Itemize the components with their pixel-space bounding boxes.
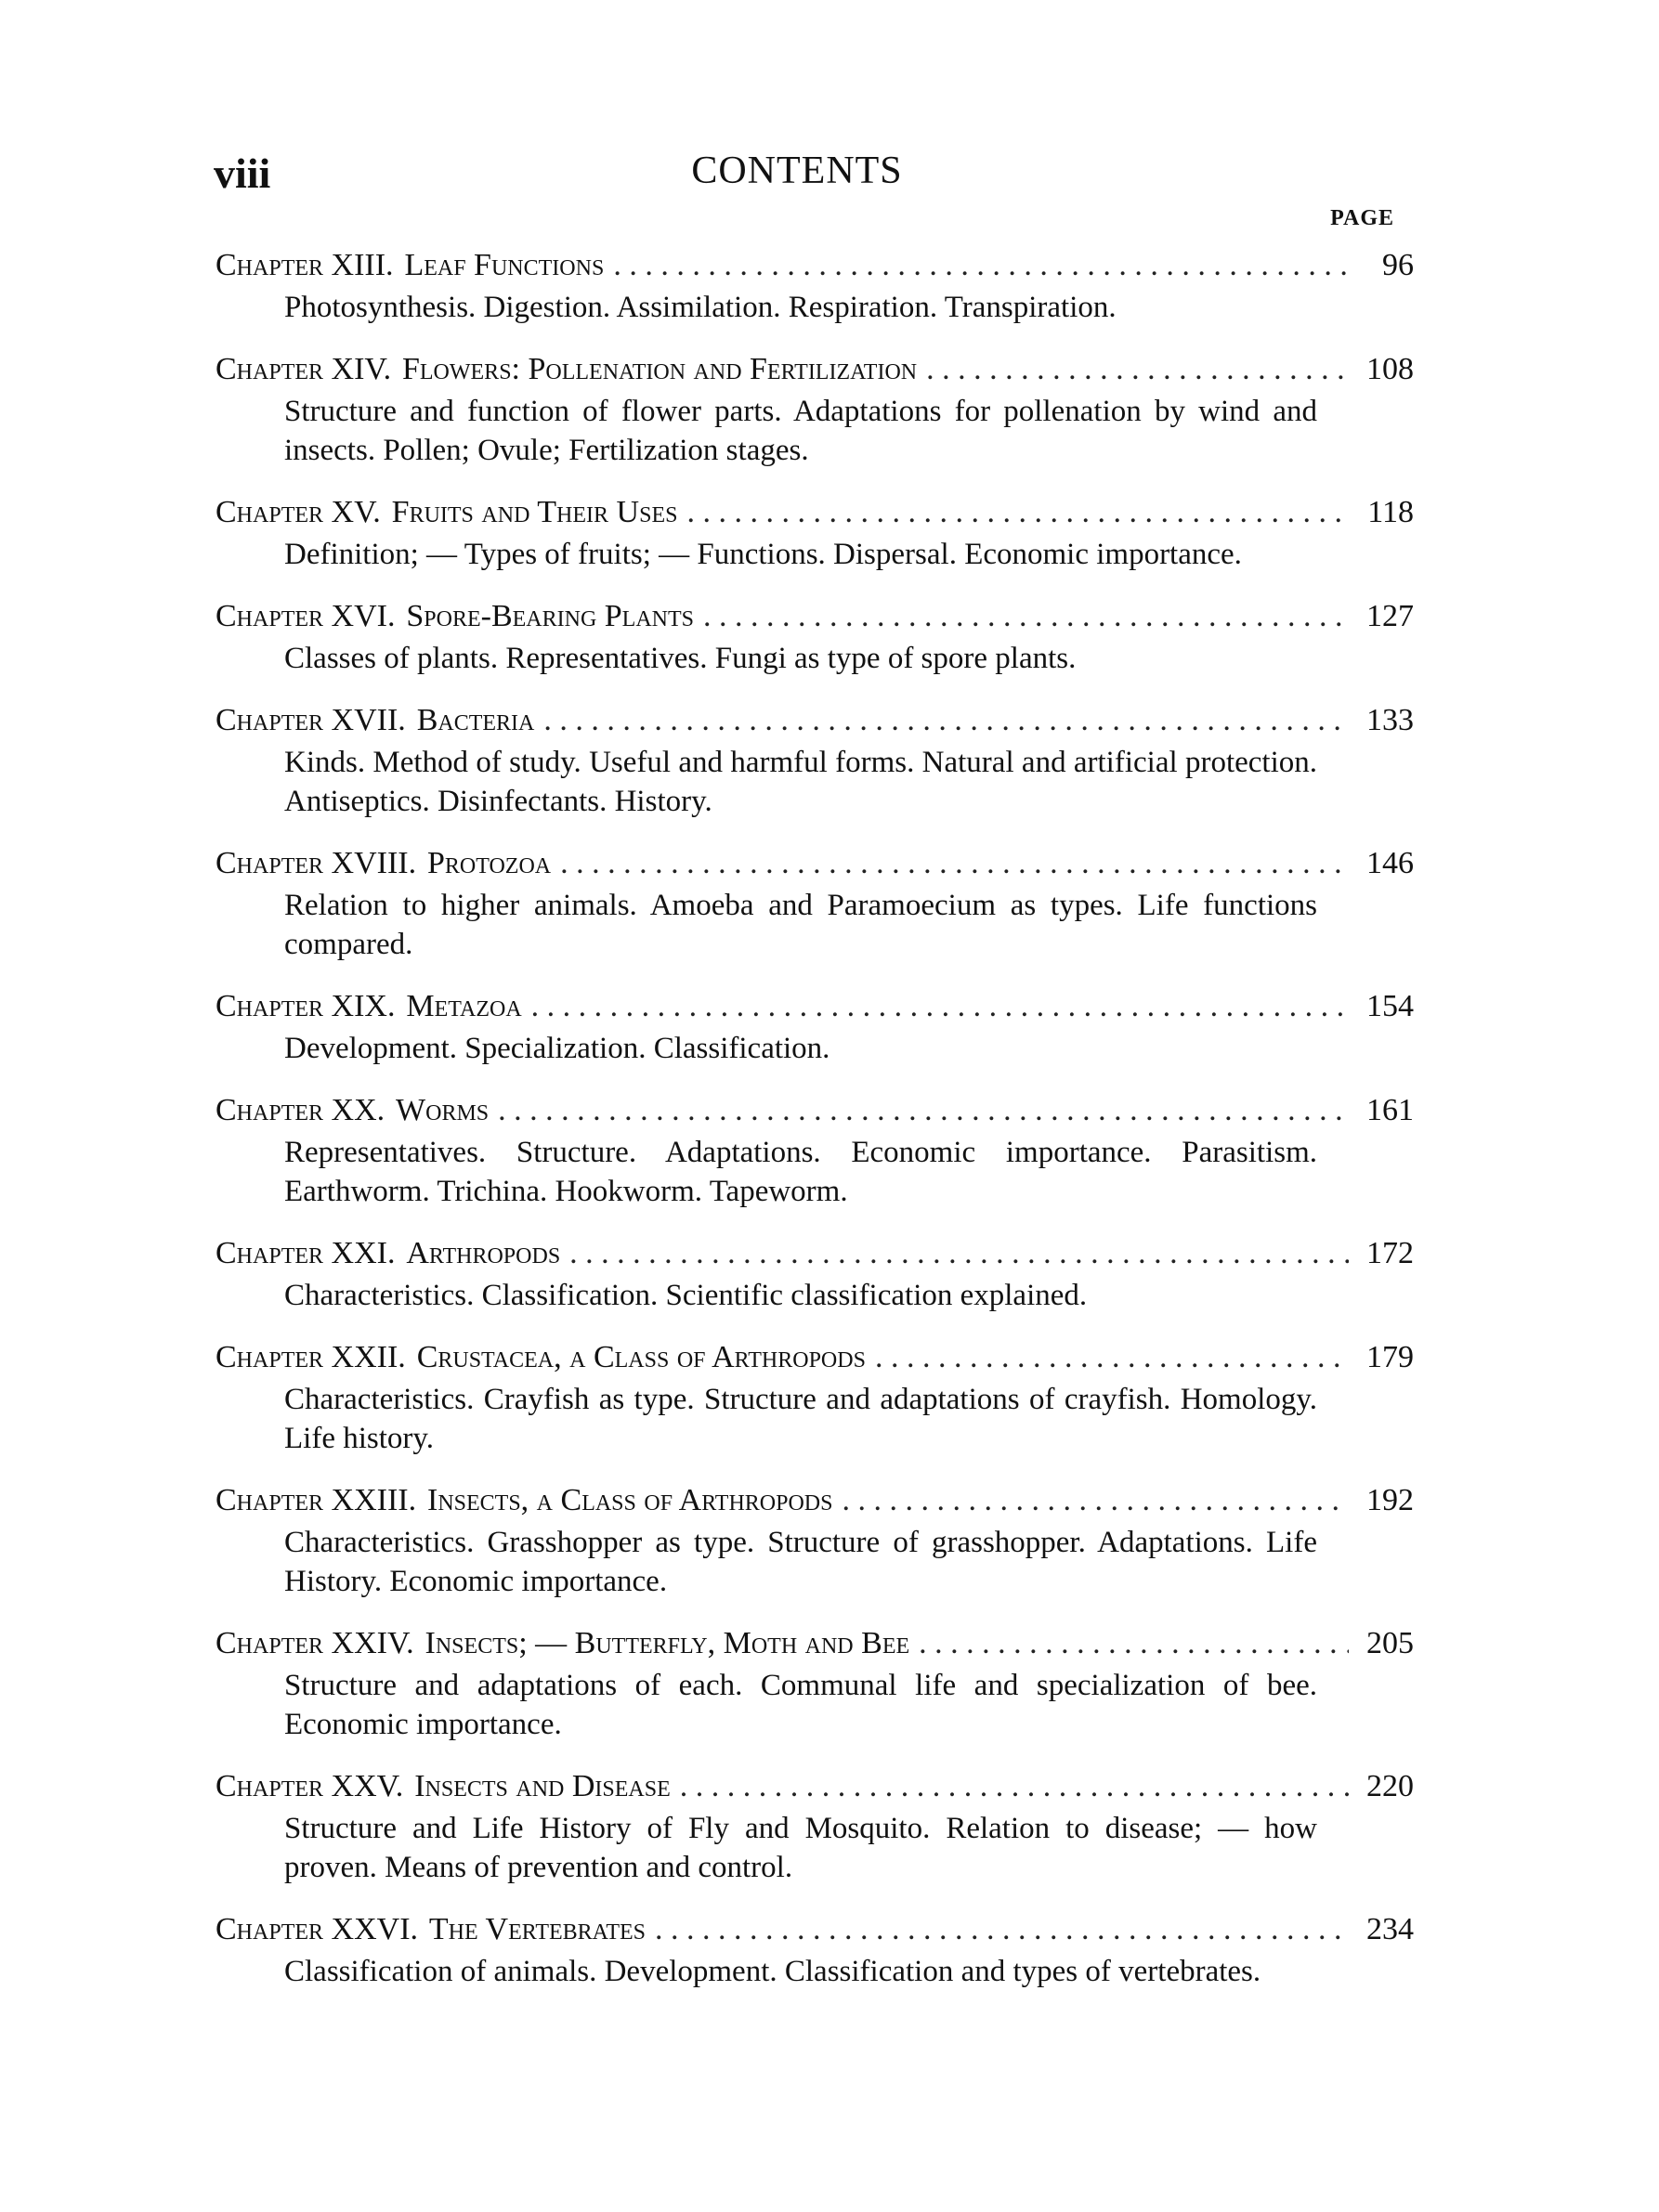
chapter-page-number: 234 (1366, 1912, 1414, 1946)
dot-leader (531, 984, 1349, 1029)
chapter-title: Leaf Functions (404, 248, 605, 282)
chapter-page-number: 192 (1366, 1483, 1414, 1517)
toc-entry (216, 698, 1414, 821)
chapter-page-number: 161 (1366, 1093, 1414, 1127)
chapter-summary: Kinds. Method of study. Useful and harmful forms. Natural and artificial protection. Antiseptics. Disinfectants. History. (284, 746, 1317, 818)
chapter-label: Chapter (216, 703, 324, 737)
chapter-number: XIV. (331, 352, 392, 386)
chapter-heading[interactable] (216, 1907, 1414, 1952)
chapter-summary: Classification of animals. Development. Classification and types of vertebrates. (284, 1955, 1261, 1988)
chapter-number: XXVI. (331, 1912, 419, 1946)
chapter-label: Chapter (216, 599, 324, 633)
chapter-label: Chapter (216, 1483, 324, 1517)
chapter-heading[interactable] (216, 1764, 1414, 1809)
chapter-heading[interactable] (216, 984, 1414, 1029)
toc-entry (216, 1335, 1414, 1458)
dot-leader (919, 1621, 1349, 1666)
dot-leader (655, 1907, 1349, 1952)
chapter-page-number: 146 (1366, 846, 1414, 880)
chapter-label: Chapter (216, 846, 324, 880)
chapter-label: Chapter (216, 495, 324, 529)
chapter-summary: Characteristics. Crayfish as type. Structure and adaptations of crayfish. Homology. Life history. (284, 1383, 1317, 1455)
chapter-title: Spore-Bearing Plants (406, 599, 695, 633)
chapter-label: Chapter (216, 989, 324, 1023)
chapter-page-number: 108 (1366, 352, 1414, 386)
dot-leader (613, 243, 1349, 288)
chapter-page-number: 172 (1366, 1236, 1414, 1270)
chapter-summary: Structure and Life History of Fly and Mosquito. Relation to disease; — how proven. Means of prevention and control. (284, 1812, 1317, 1884)
chapter-heading[interactable] (216, 347, 1414, 392)
chapter-label: Chapter (216, 1912, 324, 1946)
chapter-title: Protozoa (427, 846, 552, 880)
chapter-summary: Representatives. Structure. Adaptations. Economic importance. Parasitism. Earthworm. Trichina. Hookworm. Tapeworm. (284, 1136, 1317, 1208)
toc-entry (216, 1231, 1414, 1315)
page-title: CONTENTS (691, 150, 903, 192)
chapter-heading[interactable] (216, 490, 1414, 535)
chapter-page-number: 154 (1366, 989, 1414, 1023)
chapter-number: XXI. (331, 1236, 396, 1270)
chapter-summary: Definition; — Types of fruits; — Functions. Dispersal. Economic importance. (284, 538, 1242, 571)
chapter-number: XVII. (331, 703, 406, 737)
chapter-heading[interactable] (216, 1621, 1414, 1666)
chapter-label: Chapter (216, 1093, 324, 1127)
chapter-heading[interactable] (216, 594, 1414, 639)
toc-entry (216, 984, 1414, 1068)
chapter-summary: Classes of plants. Representatives. Fungi as type of spore plants. (284, 642, 1077, 675)
chapter-summary: Characteristics. Grasshopper as type. Structure of grasshopper. Adaptations. Life History. Economic importance. (284, 1526, 1317, 1598)
chapter-page-number: 220 (1366, 1769, 1414, 1803)
dot-leader (560, 841, 1349, 886)
chapter-page-number: 133 (1366, 703, 1414, 737)
chapter-title: The Vertebrates (428, 1912, 647, 1946)
chapter-title: Metazoa (406, 989, 522, 1023)
chapter-label: Chapter (216, 1236, 324, 1270)
chapter-summary: Development. Specialization. Classification. (284, 1032, 830, 1065)
chapter-label: Chapter (216, 1626, 324, 1660)
chapter-page-number: 205 (1366, 1626, 1414, 1660)
chapter-number: XXIII. (331, 1483, 417, 1517)
chapter-title: Insects, a Class of Arthropods (427, 1483, 833, 1517)
chapter-label: Chapter (216, 1769, 324, 1803)
dot-leader (686, 490, 1349, 535)
chapter-title: Crustacea, a Class of Arthropods (416, 1340, 866, 1374)
dot-leader (680, 1764, 1349, 1809)
page-column-label: PAGE (1330, 206, 1394, 230)
chapter-heading[interactable] (216, 1478, 1414, 1523)
toc-entry (216, 347, 1414, 470)
chapter-label: Chapter (216, 352, 324, 386)
chapter-page-number: 118 (1367, 495, 1414, 529)
chapter-number: XV. (331, 495, 381, 529)
chapter-number: XVIII. (331, 846, 417, 880)
chapter-title: Worms (396, 1093, 490, 1127)
chapter-heading[interactable] (216, 243, 1414, 288)
chapter-summary: Photosynthesis. Digestion. Assimilation. Respiration. Transpiration. (284, 291, 1117, 324)
chapter-summary: Structure and function of flower parts. Adaptations for pollenation by wind and insects. Pollen; Ovule; Fertilization stages. (284, 395, 1317, 467)
dot-leader (543, 698, 1349, 743)
running-head (214, 149, 1380, 204)
chapter-title: Insects and Disease (414, 1769, 671, 1803)
chapter-page-number: 179 (1366, 1340, 1414, 1374)
chapter-page-number: 96 (1382, 248, 1414, 282)
toc-entry (216, 1088, 1414, 1211)
toc-entry (216, 490, 1414, 574)
chapter-heading[interactable] (216, 1335, 1414, 1380)
toc-entry (216, 243, 1414, 327)
page-number: viii (214, 150, 271, 197)
chapter-number: XIII. (331, 248, 394, 282)
toc-entry (216, 1907, 1414, 1991)
dot-leader (843, 1478, 1350, 1523)
table-of-contents (216, 243, 1414, 2011)
toc-entry (216, 1621, 1414, 1744)
toc-entry (216, 594, 1414, 678)
toc-entry (216, 1764, 1414, 1887)
dot-leader (926, 347, 1349, 392)
chapter-title: Insects; — Butterfly, Moth and Bee (425, 1626, 910, 1660)
chapter-page-number: 127 (1366, 599, 1414, 633)
chapter-title: Bacteria (416, 703, 535, 737)
chapter-number: XXV. (331, 1769, 404, 1803)
chapter-heading[interactable] (216, 841, 1414, 886)
toc-entry (216, 841, 1414, 964)
toc-entry (216, 1478, 1414, 1601)
dot-leader (498, 1088, 1349, 1133)
chapter-title: Flowers: Pollenation and Fertilization (401, 352, 918, 386)
chapter-title: Fruits and Their Uses (391, 495, 678, 529)
dot-leader (875, 1335, 1349, 1380)
chapter-heading[interactable] (216, 1231, 1414, 1276)
chapter-title: Arthropods (406, 1236, 561, 1270)
chapter-number: XXIV. (331, 1626, 414, 1660)
chapter-heading[interactable] (216, 698, 1414, 743)
chapter-heading[interactable] (216, 1088, 1414, 1133)
dot-leader (703, 594, 1349, 639)
chapter-summary: Structure and adaptations of each. Communal life and specialization of bee. Economic importance. (284, 1669, 1317, 1741)
chapter-number: XIX. (331, 989, 396, 1023)
dot-leader (569, 1231, 1349, 1276)
chapter-number: XXII. (331, 1340, 406, 1374)
chapter-summary: Relation to higher animals. Amoeba and Paramoecium as types. Life functions compared. (284, 889, 1317, 961)
chapter-number: XX. (331, 1093, 385, 1127)
chapter-summary: Characteristics. Classification. Scientific classification explained. (284, 1279, 1088, 1312)
chapter-label: Chapter (216, 1340, 324, 1374)
chapter-label: Chapter (216, 248, 324, 282)
chapter-number: XVI. (331, 599, 396, 633)
